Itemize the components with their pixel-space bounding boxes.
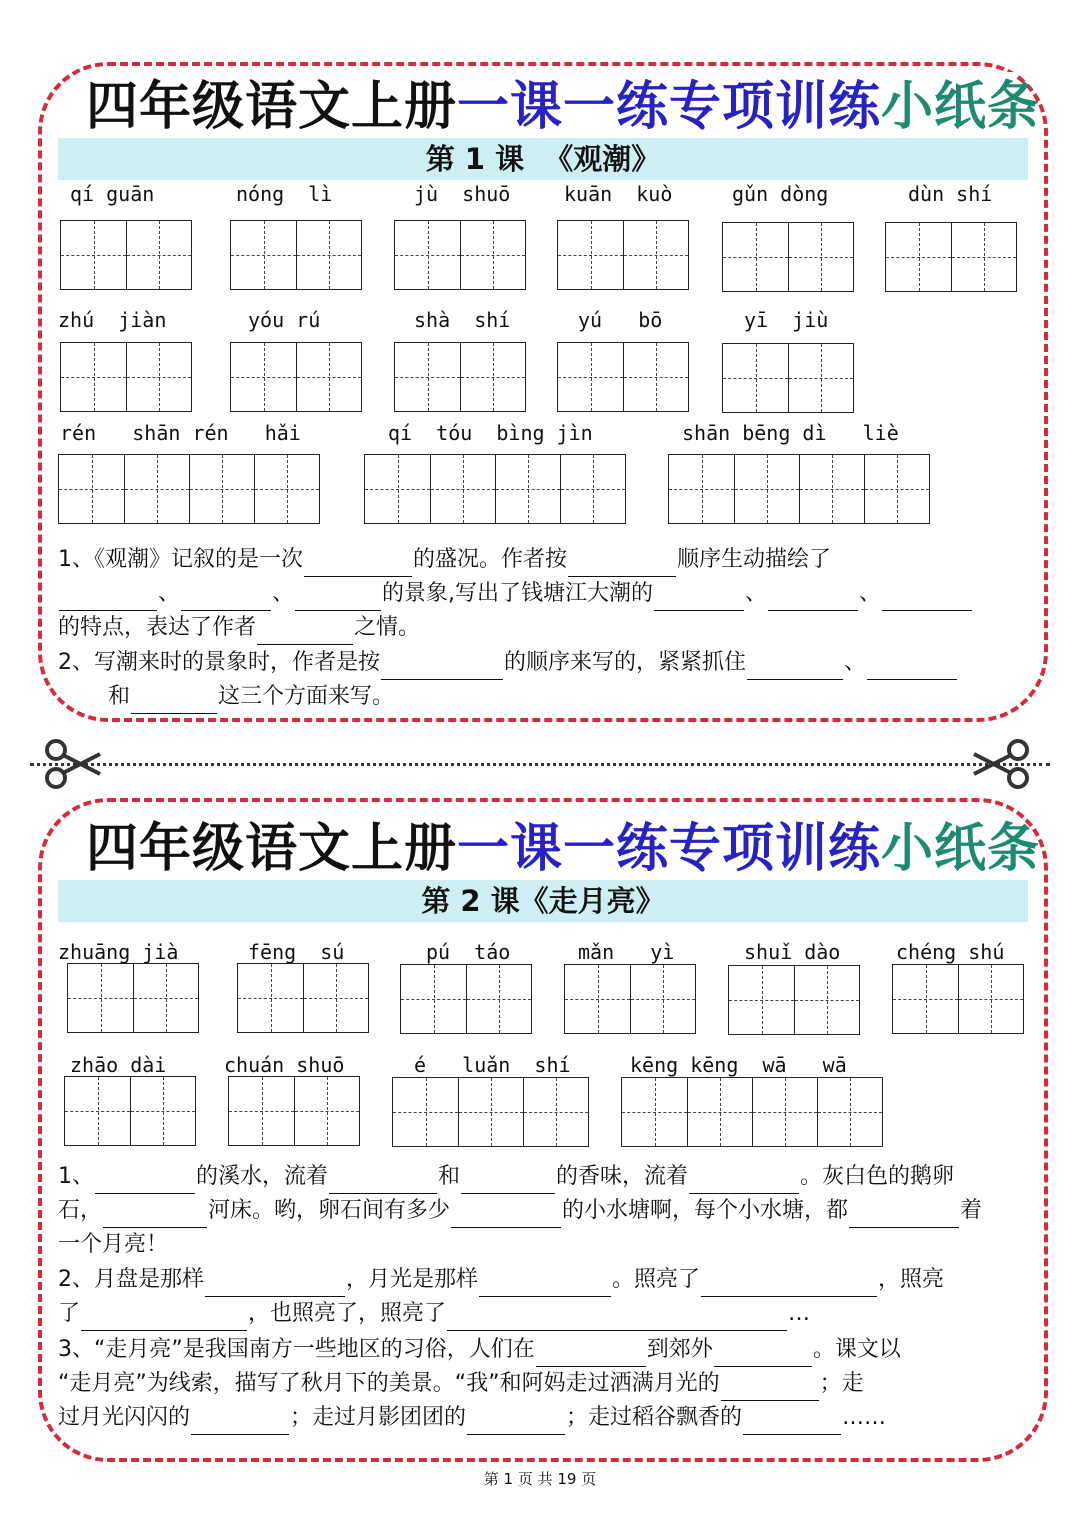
writing-grid[interactable] [364, 454, 626, 524]
answer-blank[interactable] [467, 1410, 565, 1435]
answer-blank[interactable] [191, 1410, 289, 1435]
page-footer: 第 1 页 共 19 页 [483, 1470, 597, 1488]
answer-blank[interactable] [743, 1410, 841, 1435]
answer-blank[interactable] [81, 1306, 247, 1331]
writing-grid[interactable] [722, 222, 854, 292]
answer-blank[interactable] [882, 586, 972, 611]
pinyin: zhú jiàn [58, 308, 167, 332]
answer-blank[interactable] [479, 1272, 611, 1297]
answer-blank[interactable] [867, 655, 957, 680]
answer-blank[interactable] [304, 552, 412, 577]
writing-grid[interactable] [394, 342, 526, 412]
writing-grid[interactable] [885, 222, 1017, 292]
title-part-notes: 小纸条 [881, 819, 1041, 879]
answer-blank[interactable] [689, 1169, 799, 1194]
writing-grid[interactable] [400, 964, 532, 1034]
answer-blank[interactable] [701, 1272, 877, 1297]
answer-blank[interactable] [381, 655, 503, 680]
pinyin: mǎn yì [578, 940, 675, 964]
lesson-2-question-2: 2、月盘是那样 ，月光是那样 。照亮了 ，照亮 了 ，也照亮了，照亮了 … [58, 1263, 1030, 1331]
pinyin: é luǎn shí [414, 1053, 571, 1077]
page-title [86, 814, 1041, 884]
writing-grid[interactable] [60, 220, 192, 290]
writing-grid[interactable] [668, 454, 930, 524]
writing-grid[interactable] [394, 220, 526, 290]
answer-blank[interactable] [329, 1169, 437, 1194]
scissors-icon [972, 738, 1032, 790]
pinyin: qí guān [70, 182, 155, 206]
pinyin: jù shuō [414, 182, 511, 206]
writing-grid[interactable] [64, 1076, 196, 1146]
lesson-2-question-1: 1、 的溪水，流着 和 的香味，流着 。灰白色的鹅卵 石， 河床。哟，卵石间有多少 的小水塘啊，每个小水塘，都 着 一个月亮！ [58, 1164, 983, 1257]
writing-grid[interactable] [621, 1077, 883, 1147]
answer-blank[interactable] [103, 1203, 207, 1228]
pinyin: shuǐ dào [744, 940, 841, 964]
writing-grid[interactable] [67, 963, 199, 1033]
pinyin: kuān kuò [564, 182, 673, 206]
lesson-1-question-1: 1、《观潮》记叙的是一次 的盛况。作者按 顺序生动描绘了 、 、 的景象,写出了钱塘江大潮的 、 、 的特点，表达了作者 之情。 [58, 543, 1030, 645]
pinyin: rén shān rén hǎi [60, 421, 301, 445]
pinyin: nóng lì [236, 182, 333, 206]
writing-grid[interactable] [557, 220, 689, 290]
title-part-training: 一课一练专项训练 [457, 819, 882, 879]
answer-blank[interactable] [295, 586, 381, 611]
cut-line [30, 763, 1050, 766]
answer-blank[interactable] [205, 1272, 345, 1297]
pinyin: shà shí [414, 308, 511, 332]
writing-grid[interactable] [728, 965, 860, 1035]
pinyin: zhāo dài [70, 1053, 167, 1077]
pinyin: yī jiù [744, 308, 829, 332]
answer-blank[interactable] [714, 1342, 812, 1367]
title-part-grade: 四年级语文上册 [86, 819, 458, 879]
page-title [86, 72, 1041, 142]
answer-blank[interactable] [721, 1376, 819, 1401]
writing-grid[interactable] [892, 964, 1024, 1034]
writing-grid[interactable] [228, 1076, 360, 1146]
lesson-2-banner: 第 2 课《走月亮》 [58, 880, 1028, 922]
answer-blank[interactable] [131, 689, 217, 714]
pinyin: qí tóu bìng jìn [388, 421, 593, 445]
pinyin: yú bō [578, 308, 663, 332]
writing-grid[interactable] [230, 220, 362, 290]
answer-blank[interactable] [59, 586, 157, 611]
writing-grid[interactable] [230, 342, 362, 412]
pinyin: shān bēng dì liè [682, 421, 899, 445]
writing-grid[interactable] [60, 342, 192, 412]
writing-grid[interactable] [564, 964, 696, 1034]
title-part-grade: 四年级语文上册 [86, 77, 458, 137]
pinyin: pú táo [426, 940, 511, 964]
answer-blank[interactable] [536, 1342, 646, 1367]
lesson-1-question-2: 2、写潮来时的景象时，作者是按 的顺序来写的，紧紧抓住 、 和 这三个方面来写。 [58, 646, 1030, 714]
answer-blank[interactable] [768, 586, 858, 611]
title-part-notes: 小纸条 [881, 77, 1041, 137]
answer-blank[interactable] [257, 620, 353, 645]
answer-blank[interactable] [451, 1203, 561, 1228]
answer-blank[interactable] [654, 586, 744, 611]
writing-grid[interactable] [58, 454, 320, 524]
pinyin: chéng shú [896, 940, 1005, 964]
lesson-2-question-3: 3、“走月亮”是我国南方一些地区的习俗，人们在 到郊外 。课文以 “走月亮”为线索，描写了秋月下的美景。“我”和阿妈走过洒满月光的 ；走 过月光闪闪的 ；走过月影团团的 ；走过稻谷飘香的 …… [58, 1333, 1030, 1435]
writing-grid[interactable] [722, 343, 854, 413]
pinyin: gǔn dòng [732, 182, 829, 206]
pinyin: chuán shuō [224, 1053, 345, 1077]
answer-blank[interactable] [181, 586, 271, 611]
title-part-training: 一课一练专项训练 [457, 77, 882, 137]
pinyin: zhuāng jià [58, 940, 179, 964]
writing-grid[interactable] [557, 342, 689, 412]
answer-blank[interactable] [95, 1169, 195, 1194]
answer-blank[interactable] [461, 1169, 555, 1194]
writing-grid[interactable] [392, 1077, 589, 1147]
pinyin: dùn shí [908, 182, 993, 206]
pinyin: kēng kēng wā wā [630, 1053, 847, 1077]
writing-grid[interactable] [237, 963, 369, 1033]
answer-blank[interactable] [568, 552, 676, 577]
answer-blank[interactable] [447, 1306, 787, 1331]
answer-blank[interactable] [849, 1203, 959, 1228]
scissors-icon [42, 738, 102, 790]
answer-blank[interactable] [747, 655, 843, 680]
pinyin: fēng sú [248, 940, 345, 964]
lesson-1-banner: 第 1 课 《观潮》 [58, 138, 1028, 180]
pinyin: yóu rú [248, 308, 321, 332]
